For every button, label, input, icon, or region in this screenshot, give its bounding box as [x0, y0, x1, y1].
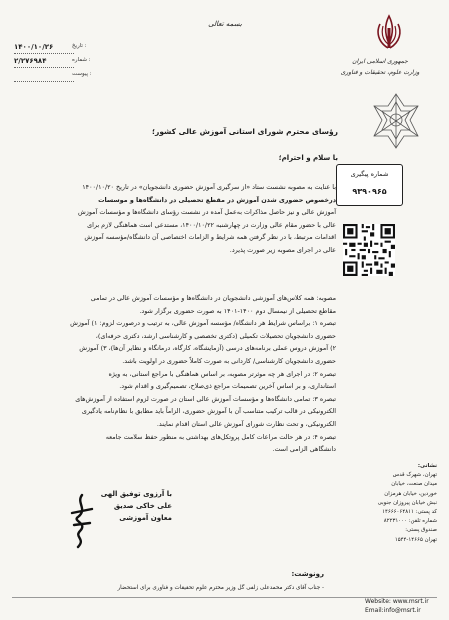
contact-line: تهران، شهرک قدس: [392, 472, 437, 479]
date-field: [14, 43, 104, 51]
date-value: ۱۴۰۰/۱۰/۲۶: [14, 43, 54, 51]
text-line: آموزش عالی و نیز حاصل مذاکرات به‌عمل آمده در نشست رؤسای دانشگاه‌ها و مؤسسات آموزش: [77, 208, 336, 217]
contact-block: [345, 462, 437, 545]
text-line: دانشگاهی الزامی است.: [272, 445, 336, 454]
text-line: مقاطع تحصیلی از نیمسال دوم ۱۴۰۰-۱۴۰۱ به صورت حضوری برگزار شود.: [139, 306, 336, 315]
iran-emblem-icon: [372, 14, 406, 52]
handwritten-signature: [66, 493, 96, 551]
text-line: حضوری دانشجویان کارشناسی/ کاردانی به صورت کاملاً حضوری در اولویت باشد.: [122, 356, 336, 365]
date-label: تاریخ :: [72, 43, 87, 49]
email-link[interactable]: Email:info@msrt.ir: [365, 607, 421, 614]
number-value: ۲/۲۷۶۹۸۴: [14, 57, 47, 65]
contact-line: صندوق پستی:: [405, 527, 437, 534]
tracking-label: شماره پیگیری: [350, 170, 389, 178]
basmala: بسمه تعالی: [208, 20, 242, 28]
text-line: الکترونیکی در قالب ترکیب متناسب آن با آموزش حضوری، الزاماً باید مطابق با نظام‌نامه یادگیری: [81, 407, 336, 416]
text-line: استانداری، و بر اساس آخرین تصمیمات مراجع ذی‌صلاح، تصمیم‌گیری و اقدام شود.: [119, 382, 336, 391]
signatory-name: علی خاکی صدیق: [113, 502, 172, 510]
text-line: عالی در اجرای مصوبه زیر صورت پذیرد.: [229, 245, 336, 254]
text-line: تبصره ۴: در هر حالت مراعات کامل پروتکل‌های بهداشتی به منظور حفظ سلامت جامعه: [105, 432, 336, 441]
paragraph-intro: [24, 181, 336, 257]
attachment-underline: [14, 81, 74, 82]
contact-line: شماره تلفن: ۸۲۲۳۱۰۰۰: [383, 518, 437, 525]
tracking-box: [336, 164, 403, 206]
attachment-label: پیوست :: [72, 71, 92, 77]
text-line: تبصره ۲: در اجرای هر چه موثرتر مصوبه، بر اساس هماهنگی با مراجع استانی، به ویژه: [108, 369, 336, 378]
contact-line: کد پستی: ۱۴۶۶۶۰۶۴۸۱۱: [382, 509, 437, 516]
closing-line: با آرزوی توفیق الهی: [100, 490, 172, 498]
text-line: درخصوص حضوری شدن آموزش در مقطع تحصیلی در دانشگاه‌ها و موسسات: [98, 195, 336, 204]
cc-item: - جناب آقای دکتر محمدعلی زلفی گل وزیر محترم علوم تحقیقات و فناوری برای استحضار: [117, 585, 324, 591]
website-link[interactable]: Website: www.msrt.ir: [365, 598, 429, 605]
ornament-icon: [368, 92, 424, 150]
org-line-2: وزارت علوم، تحقیقات و فناوری: [340, 69, 420, 76]
text-line: اقدامات مرتبط، با در نظر گرفتن همه شرایط و الزامات اختصاصی آن دانشگاه/مؤسسه آموزش: [84, 233, 336, 242]
cc-label: رونوشت:: [291, 570, 324, 578]
contact-line: نبش خیابان پیروزان جنوبی: [377, 499, 437, 506]
greeting: با سلام و احترام؛: [278, 154, 338, 162]
recipient-line: رؤسای محترم شورای استانی آموزش عالی کشور؛: [152, 127, 338, 136]
text-line: تبصره ۱: براساس شرایط هر دانشگاه/ مؤسسه آموزش عالی، به ترتیب و درصورت لزوم: ۱) آموزش: [70, 319, 336, 328]
text-line: ۲) آموزش دروس عملی برنامه‌های درسی (آزمایشگاه، کارگاه، درمانگاه و نظایر آن‌ها)، ۳) آموزش: [79, 344, 336, 353]
number-field: [14, 57, 104, 65]
signatory-title: معاون آموزشی: [119, 514, 172, 522]
address-label: نشانی:: [417, 463, 437, 469]
paragraph-resolution: [24, 292, 336, 456]
tracking-number: ۹۳۹۰۹۶۵: [352, 187, 387, 196]
contact-line: میدان صنعت، خیابان: [391, 481, 437, 488]
contact-line: خوردین، خیابان هرمزان: [384, 490, 437, 497]
text-line: الکترونیکی، و تحت نظارت شورای آموزش عالی استان اقدام نمایند.: [156, 419, 336, 428]
text-line: عالی با حضور مقام عالی وزارت در چهارشنبه ۱۴۰۰/۱۰/۲۲، مستدعی است هماهنگی لازم برای: [87, 220, 336, 229]
ministry-name: [330, 56, 430, 78]
number-underline: [14, 67, 74, 68]
text-line: تبصره ۳: تمامی دانشگاه‌ها و مؤسسات آموزش عالی استان در صورت لزوم استفاده از آموزش‌های: [75, 394, 336, 403]
text-line: مصوبه: همه کلاس‌های آموزشی دانشجویان در دانشگاه‌ها و مؤسسات آموزش عالی در تمامی: [90, 294, 336, 302]
text-line: حضوری دانشجویان تحصیلات تکمیلی (دکتری تخصصی و کارشناسی ارشد، دکتری حرفه‌ای)،: [95, 331, 336, 340]
contact-line: تهران ۱۴۶۶۵-۱۵۴۴: [394, 536, 437, 543]
org-line-1: جمهوری اسلامی ایران: [352, 58, 408, 65]
qr-code-icon: [343, 224, 395, 276]
text-line: با عنایت به مصوبه نشست ستاد «از سرگیری آموزش حضوری دانشجویان» در تاریخ ۱۴۰۰/۱۰/۲۰: [82, 183, 336, 191]
number-label: شماره :: [72, 57, 91, 63]
date-underline: [14, 53, 74, 54]
